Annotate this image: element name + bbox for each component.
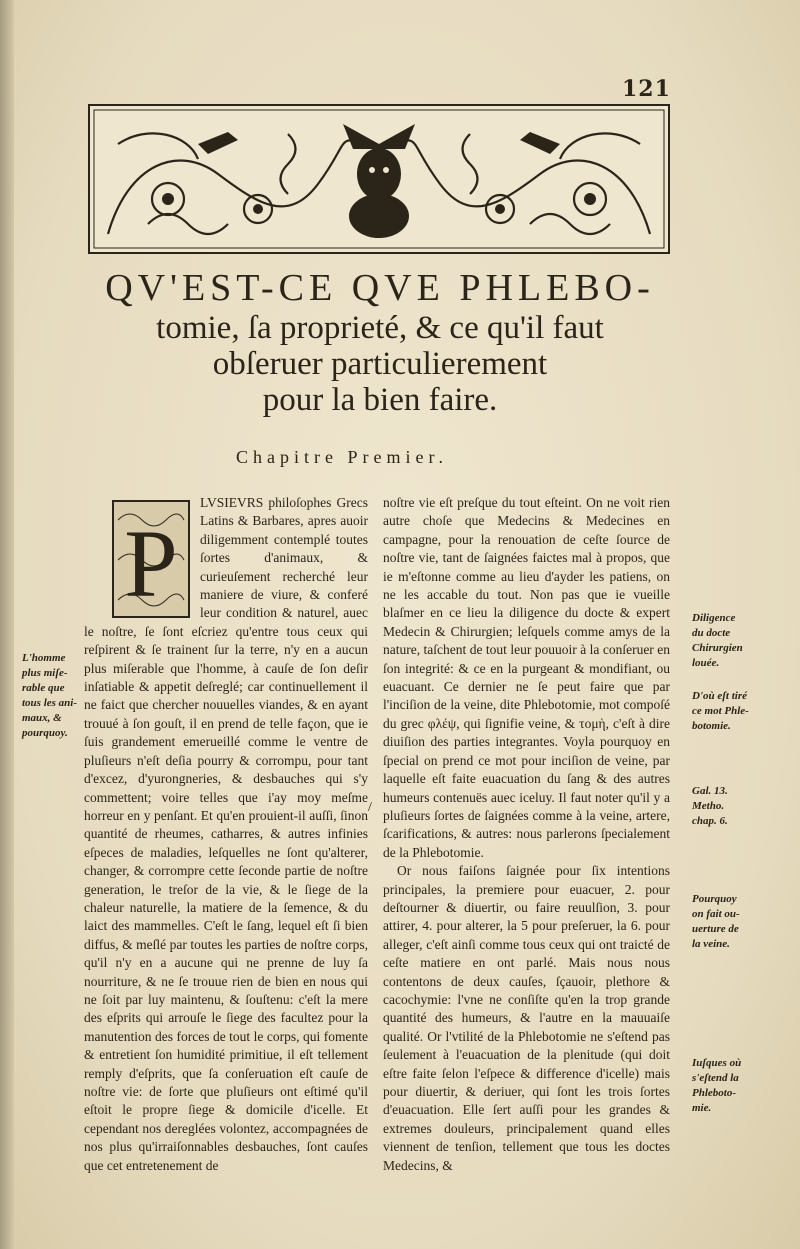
margin-note-line: botomie. [692, 720, 731, 732]
text-mark: / [368, 800, 372, 815]
ornamental-headpiece [88, 104, 670, 254]
margin-note-line: Chirurgien [692, 642, 743, 654]
margin-note-line: s'eſtend la [692, 1072, 739, 1084]
paragraph-2: Or nous faiſons ſaignée pour ſix intentions principales, la premiere pour euacuer, 2. pour deſtourner & diuertir, ou faire reuulſion, 3. pour attirer, 4. pour alterer, la 5 pour preſeruer, la 6. pour alleger, c'eſt ainſi comme tous ceux qui ont traicté de ceſte matiere en ont parlé. Mais nous nous contentons de deux cauſes, ſçauoir, plethore & cacochymie: l'vne ne conſiſte qu'en la trop grande quantité des humeurs, & l'autre en la mauuaiſe qualité. Or l'vtilité de la Phlebotomie ne s'eſtend pas ſeulement à l'euacuation de la plenitude (qui doit eſtre faite ſelon l'eſpece & difference d'icelle) mais pour diuertir, & deriuer, qui ſont les trois ſortes d'euacuation. Elle ſert auſſi pour les grandes & extremes douleurs, principalement quand elles viennent de tenſion, tellement que tous les doctes Medecins, & [383, 863, 670, 1173]
margin-note-line: Phleboto- [692, 1087, 736, 1099]
margin-note-line: louée. [692, 657, 720, 669]
margin-note-diligence [692, 611, 784, 671]
svg-text:P: P [124, 510, 178, 617]
margin-note-line: mie. [692, 1102, 712, 1114]
margin-note-line: uerture de [692, 923, 739, 935]
title-line-4: pour la bien faire. [262, 382, 498, 418]
binding-gutter [0, 0, 14, 1249]
margin-note-line: tous les ani- [22, 697, 78, 709]
left-margin-note [22, 651, 80, 741]
margin-note-line: on fait ou- [692, 908, 740, 920]
margin-note-line: chap. 6. [692, 815, 728, 827]
margin-note-line: Iuſques où [692, 1057, 742, 1069]
margin-note-line: la veine. [692, 938, 730, 950]
margin-note-line: Gal. 13. [692, 785, 728, 797]
margin-note-origin [692, 689, 784, 734]
margin-note-line: maux, & [22, 712, 62, 724]
margin-note-line: du docte [692, 627, 731, 639]
margin-note-line: plus miſe- [22, 667, 68, 679]
margin-note-line: Diligence [692, 612, 736, 624]
left-text-column [84, 494, 368, 1175]
page-number: 121 [622, 76, 671, 102]
margin-note-line: pourquoy. [22, 727, 68, 739]
decorated-initial-p [112, 500, 190, 618]
margin-note-line: rable que [22, 682, 65, 694]
right-text-column [383, 494, 670, 1175]
margin-note-line: ce mot Phle- [692, 705, 749, 717]
margin-note-why [692, 892, 784, 952]
chapter-title [70, 266, 690, 418]
margin-note-extent [692, 1056, 784, 1116]
margin-note-line: L'homme [22, 652, 66, 664]
margin-note-galen [692, 784, 784, 829]
margin-note-line: Pourquoy [692, 893, 737, 905]
title-line-3: obſeruer particulierement [212, 346, 548, 382]
chapter-heading: Chapitre Premier. [236, 447, 448, 467]
title-line-2: tomie, ſa proprieté, & ce qu'il faut [156, 310, 604, 346]
margin-note-line: D'où eſt tiré [692, 690, 747, 702]
paragraph-1: noſtre vie eſt preſque du tout eſteint. On ne voit rien autre choſe que Medecins & Medecines en campagne, pour la renouation de ceſte ſource de noſtre vie, tant de ſaignées faictes mal à propos, que ie m'eſtonne comme au lieu d'ayder les patiens, on ne les accable du tout. Non pas que ie vueille blaſmer en ce lieu la diligence du docte & expert Medecin & Chirurgien; leſquels comme amys de la nature, taſchent de tout leur pouuoir à la conſeruer en ſon integrité: & ce en la purgeant & mondifiant, ou euacuant. Ce dernier ne ſe peut faire que par l'inciſion de la veine, dite Phlebotomie, mot compoſé du grec φλέψ, qui ſignifie veine, & τομὴ, c'eſt à dire diuiſion des parties integrantes. Voyla pourquoy en ſpecial on prend ce mot pour inciſion de veine, par laquelle eſt faite euacuation du ſang & des autres humeurs contenuës auec iceluy. Il faut noter qu'il y a pluſieurs ſortes de ſaignées comme à la veine, artere, ſcarifications, & autres: nous parlerons ſpecialement de la Phlebotomie. [383, 495, 670, 860]
opening-paragraph: LVSIEVRS philoſophes Grecs Latins & Barbares, apres auoir diligemment contemplé toutes ſortes d'animaux, & curieuſement recherché leur maniere de viure, & conferé leur condition & naturel, auec le noſtre, ſe ſont eſcriez qu'entre tous ceux qui reſpirent & ſe trainent ſur la terre, n'y en a aucun plus miſerable que l'homme, à cauſe de ſon deſir inſatiable & appetit deſreglé; car continuellement il ne faict que chercher nouuelles viandes, & en ayant trouué à ſon gouſt, il en prend de telle façon, que ie ſuis grandement emerueillé comme le ventre de pluſieurs n'eſt deſia pourry & corrompu, pour tant d'excez, d'yurongneries, & desbauches qui s'y commettent; voire telles que i'ay moy meſme horreur en y penſant. Et qu'en prouient-il auſſi, ſinon quantité de rheumes, catharres, & autres infinies eſpeces de maladies, leſquelles ne ſont qu'alterer, changer, & corrompre cette ſeconde partie de noſtre generation, le treſor de la vie, & le ſiege de la chaleur naturelle, la matiere de la ſemence, & du laict des mammelles. C'eſt le ſang, lequel eſt ſi bien diffus, & meſlé par toutes les parties de noſtre corps, qu'il n'y en a aucune qui ne prenne de luy ſa nourriture, & ne ſe trouue rien de bien en nous qui ne ſoit par luy maintenu, & ſouſtenu: c'eſt la mere des eſprits qui arrouſe le ſiege des facultez pour la manutention des forces de tout le corps, qui fomente & entretient ſon humidité primitiue, il eſt tellement remply d'eſprits, que ſa conſeruation eſt cauſe de noſtre vie: de ſorte que pluſieurs ont eſtimé qu'il eſtoit le propre ſiege & domicile d'icelle. Et cependant nos dereglées volontez, accompagnées de nos plus qu'irraiſonnables desbauches, ſont cauſes que cet entretenement de [84, 495, 368, 1173]
margin-note-line: Metho. [692, 800, 725, 812]
title-line-1: QV'EST-CE QVE PHLEBO- [105, 267, 655, 309]
